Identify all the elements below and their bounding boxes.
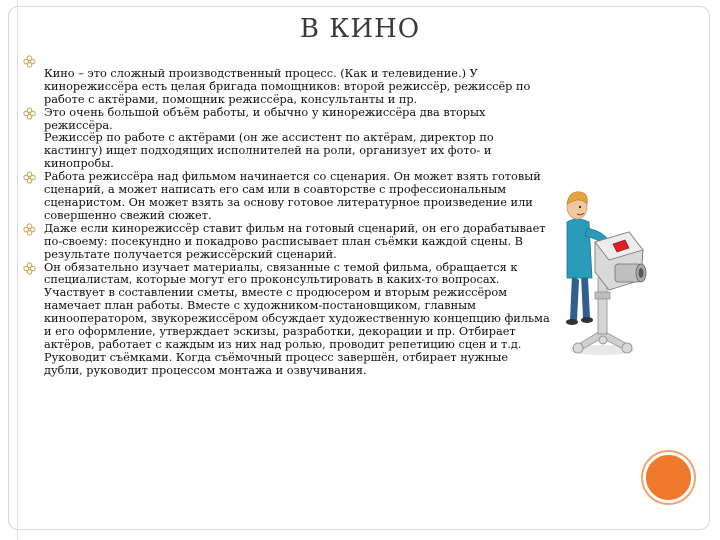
bullet-paragraph: Работа режиссёра над фильмом начинается со сценария. Он может взять готовый сценарий, а может написать его сам или в соавторстве с профессиональным сценаристом. Он может взять за основу готовое литературное произведение или совершенно свежий сюжет.	[44, 170, 541, 222]
bullet-paragraph: Он обязательно изучает материалы, связанные с темой фильма, обращается к специалистам, которые могут его проконсультировать в каких-то вопросах. Участвует в составлении сметы, вместе с продюсером и вторым режиссёром намечает план работы. Вместе с художником-постановщиком, главным кинооператором, звукорежиссёром обсуждает художественную концепцию фильма и его оформление, утверждает эскизы, разработки, декорации и пр. Отбирает актёров, работает с каждым из них над ролью, проводит репетицию сцен и т.д. Руководит съёмками. Когда съёмочный процесс завершён, отбирает нужные дубли, руководит процессом монтажа и озвучивания.	[44, 260, 550, 377]
bullet-item	[22, 171, 550, 223]
bullet-flower-icon	[23, 262, 36, 275]
bullet-paragraph: Кино – это сложный производственный процесс. (Как и телевидение.) У кинорежиссёра есть целая бригада помощников: второй режиссёр, режиссёр по работе с актёрами, помощник режиссёра, консультанты и пр.	[44, 66, 531, 106]
bullet-flower-icon	[23, 223, 36, 236]
bullet-item	[22, 107, 550, 172]
bullet-paragraph	[44, 55, 550, 68]
bullet-flower-icon	[23, 171, 36, 184]
bullet-flower-icon	[23, 107, 36, 120]
orange-circle-decoration	[643, 452, 694, 503]
bullet-paragraph: Это очень большой объём работы, и обычно у кинорежиссёра два вторых режиссёра.	[44, 105, 486, 132]
bullet-paragraph: Режиссёр по работе с актёрами (он же ассистент по актёрам, директор по кастингу) ищет подходящих исполнителей на роли, организует их фото- и кинопробы.	[44, 131, 494, 171]
bullet-item	[22, 223, 550, 262]
left-rule	[17, 0, 18, 540]
cameraman-illustration	[557, 180, 647, 360]
bullet-item	[22, 262, 550, 378]
bullet-flower-icon	[23, 55, 36, 68]
slide-content	[22, 67, 550, 378]
slide-title: В КИНО	[299, 14, 421, 44]
bullet-paragraph: Даже если кинорежиссёр ставит фильм на готовый сценарий, он его дорабатывает по-своему: посекундно и покадрово расписывает план съёмки каждой сцены. В результате получается режиссёрский сценарий.	[44, 221, 546, 261]
bullet-item	[22, 55, 550, 107]
